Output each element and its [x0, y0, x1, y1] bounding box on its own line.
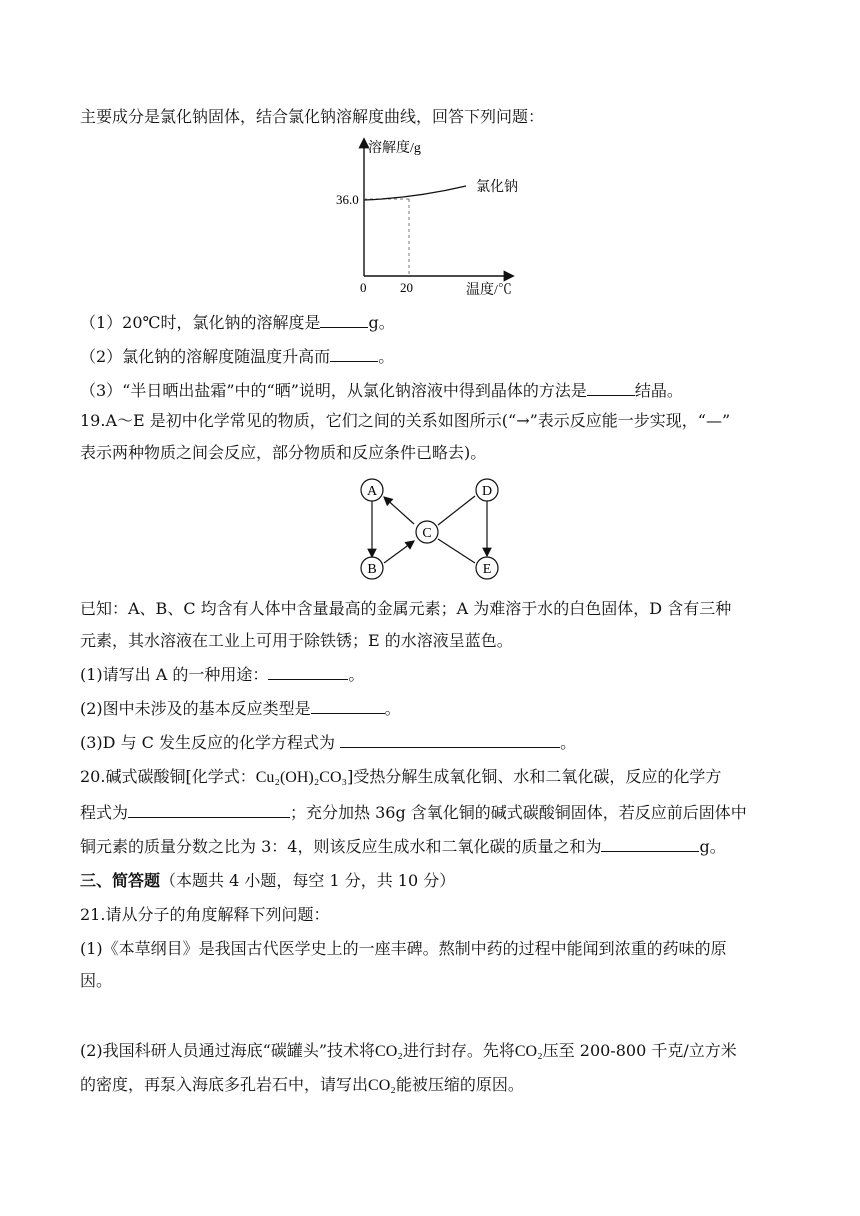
y-tick-label: 36.0 [336, 192, 359, 207]
arrow-c-to-a [384, 497, 414, 524]
x-axis-label: 温度/℃ [466, 283, 512, 298]
q20-line1-rest: ]受热分解生成氧化铜、水和二氧化碳，反应的化学方 [347, 767, 722, 786]
q19-part1-text: (1)请写出 A 的一种用途： [80, 665, 269, 684]
answer-blank[interactable] [311, 699, 385, 714]
line-c-e [438, 539, 475, 563]
co2-formula: CO₂ [375, 1043, 403, 1060]
basic-copper-carbonate-formula: Cu₂(OH)₂CO₃ [255, 769, 348, 786]
x-origin-label: 0 [360, 280, 367, 295]
y-axis-label: 溶解度/g [368, 141, 421, 156]
node-e-label: E [482, 562, 492, 577]
co2-formula: CO₂ [368, 1077, 396, 1094]
q20-line1-text: 20.碱式碳酸铜[化学式： [80, 767, 256, 786]
relationship-diagram [350, 472, 510, 584]
q19-part3-text: (3)D 与 C 发生反应的化学方程式为 [80, 733, 341, 752]
answer-blank[interactable] [587, 381, 635, 396]
q21-part1-line2: 因。 [80, 971, 113, 990]
q20-line2-text: 程式为 [80, 803, 129, 822]
q19-part2-end: 。 [384, 699, 401, 718]
x-tick-label: 20 [400, 280, 413, 295]
section-3-heading [80, 870, 455, 892]
q21-part1-line1: (1)《本草纲目》是我国古代医学史上的一座丰碑。熬制中药的过程中能闻到浓重的药味的原 [80, 939, 727, 958]
q18-part2-end: 。 [378, 347, 395, 366]
q20-line1 [80, 766, 721, 789]
q19-part2 [80, 698, 401, 720]
answer-blank[interactable] [320, 313, 368, 328]
node-c-label: C [422, 526, 432, 541]
q18-part3-end: 结晶。 [634, 381, 683, 400]
co2-formula: CO₂ [514, 1043, 543, 1060]
answer-blank[interactable] [340, 733, 560, 748]
q19-stem-line2: 表示两种物质之间会反应，部分物质和反应条件已略去)。 [80, 443, 487, 462]
intro-text: 主要成分是氯化钠固体，结合氯化钠溶解度曲线，回答下列问题： [80, 107, 545, 126]
answer-blank[interactable] [601, 837, 699, 852]
q18-part2 [80, 346, 394, 368]
q20-line3-unit: g。 [699, 837, 726, 856]
node-a-label: A [366, 484, 378, 499]
q19-known-line2: 元素，其水溶液在工业上可用于除铁锈；E 的水溶液呈蓝色。 [80, 631, 513, 650]
q21-part2-text-b: 进行封存。先将 [402, 1041, 515, 1060]
curve-label: 氯化钠 [476, 180, 518, 195]
q18-part1 [80, 312, 395, 334]
q21-part2-text-c: 压至 200-800 千克/立方米 [542, 1041, 737, 1060]
q20-line2-rest: ；充分加热 36g 含氧化铜的碱式碳酸铜固体，若反应前后固体中 [290, 803, 747, 822]
q21-stem: 21.请从分子的角度解释下列问题： [80, 905, 330, 924]
q18-part3-text: （3）“半日晒出盐霜”中的“晒”说明，从氯化钠溶液中得到晶体的方法是 [80, 381, 587, 400]
line-c-d [438, 496, 475, 525]
q18-part2-text: （2）氯化钠的溶解度随温度升高而 [80, 347, 331, 366]
q19-part2-text: (2)图中未涉及的基本反应类型是 [80, 699, 311, 718]
q21-part2-text-a: (2)我国科研人员通过海底“碳罐头”技术将 [80, 1041, 376, 1060]
q19-part1-end: 。 [348, 665, 365, 684]
q21-part2-text-d: 的密度，再泵入海底多孔岩石中，请写出 [80, 1075, 369, 1094]
q20-line3-text: 铜元素的质量分数之比为 3：4，则该反应生成水和二氧化碳的质量之和为 [80, 837, 602, 856]
arrow-b-to-c [384, 541, 414, 563]
q18-part3 [80, 380, 683, 402]
q18-part1-text: （1）20℃时，氯化钠的溶解度是 [80, 313, 321, 332]
q20-line3 [80, 836, 726, 858]
solubility-graph [320, 134, 540, 300]
q21-part2-line2 [80, 1074, 524, 1097]
q19-part1 [80, 664, 364, 686]
q19-part3-end: 。 [560, 733, 577, 752]
answer-blank[interactable] [128, 803, 290, 818]
q21-part2-line1 [80, 1040, 737, 1063]
q21-part2-text-e: 能被压缩的原因。 [395, 1075, 524, 1094]
node-b-label: B [367, 562, 377, 577]
section-3-title: 三、简答题 [80, 871, 161, 890]
solubility-curve [364, 186, 466, 200]
q19-known-line1: 已知：A、B、C 均含有人体中含量最高的金属元素；A 为难溶于水的白色固体，D 含有三种 [80, 599, 732, 618]
q20-line2 [80, 802, 747, 824]
q19-stem-line1: 19.A～E 是初中化学常见的物质，它们之间的关系如图所示(“→”表示反应能一步实现，“—” [80, 411, 731, 430]
node-d-label: D [481, 484, 493, 499]
section-3-note: （本题共 4 小题，每空 1 分，共 10 分） [160, 871, 456, 890]
q19-part3 [80, 732, 576, 754]
answer-blank[interactable] [268, 665, 348, 680]
q18-part1-unit: g。 [368, 313, 395, 332]
answer-blank[interactable] [330, 347, 378, 362]
